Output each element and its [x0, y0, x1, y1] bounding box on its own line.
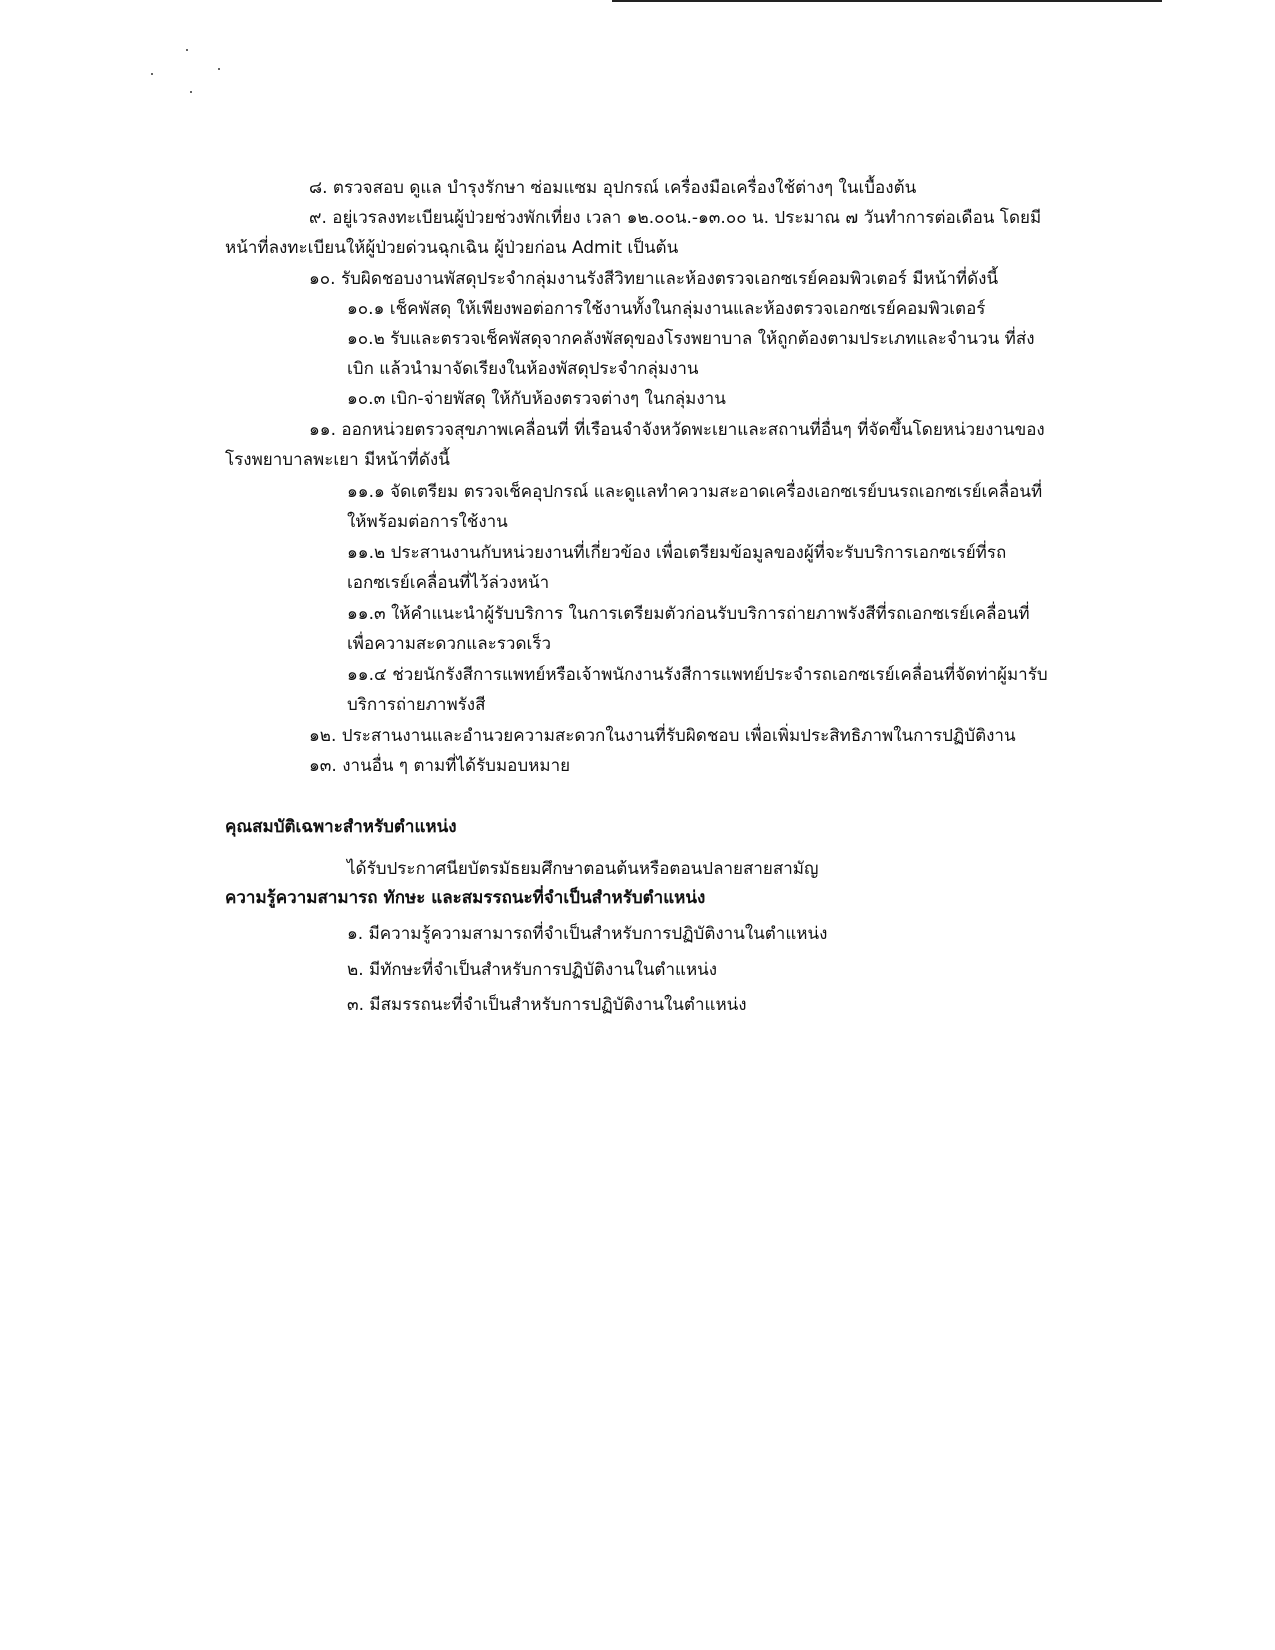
duty-line-11-2-continued: เอกซเรย์เคลื่อนที่ไว้ล่วงหน้า — [347, 573, 550, 593]
duty-line-11-2: ๑๑.๒ ประสานงานกับหน่วยงานที่เกี่ยวข้อง เพื่อเตรียมข้อมูลของผู้ที่จะรับบริการเอกซเรย์ที่รถ — [347, 543, 1007, 563]
duty-line-11-3: ๑๑.๓ ให้คำแนะนำผู้รับบริการ ในการเตรียมตัวก่อนรับบริการถ่ายภาพรังสีที่รถเอกซเรย์เคลื่อนที่ — [347, 604, 1030, 624]
duty-line-11-3-continued: เพื่อความสะดวกและรวดเร็ว — [347, 634, 551, 654]
duty-line-9-continued: หน้าที่ลงทะเบียนให้ผู้ป่วยด่วนฉุกเฉิน ผู้ป่วยก่อน Admit เป็นต้น — [225, 238, 679, 258]
competency-item-1: ๑. มีความรู้ความสามารถที่จำเป็นสำหรับการปฏิบัติงานในตำแหน่ง — [347, 924, 828, 944]
duty-line-10-1: ๑๐.๑ เช็คพัสดุ ให้เพียงพอต่อการใช้งานทั้งในกลุ่มงานและห้องตรวจเอกซเรย์คอมพิวเตอร์ — [347, 299, 986, 319]
duty-line-11-4: ๑๑.๔ ช่วยนักรังสีการแพทย์หรือเจ้าพนักงานรังสีการแพทย์ประจำรถเอกซเรย์เคลื่อนที่จัดท่าผู้มารับ — [347, 665, 1048, 685]
competency-item-2: ๒. มีทักษะที่จำเป็นสำหรับการปฏิบัติงานในตำแหน่ง — [347, 960, 718, 980]
scan-speck — [218, 68, 220, 70]
duty-line-11-continued: โรงพยาบาลพะเยา มีหน้าที่ดังนี้ — [225, 450, 450, 470]
competency-heading: ความรู้ความสามารถ ทักษะ และสมรรถนะที่จำเป็นสำหรับตำแหน่ง — [225, 888, 706, 908]
scan-speck — [186, 49, 188, 51]
duty-line-10-2: ๑๐.๒ รับและตรวจเช็คพัสดุจากคลังพัสดุของโรงพยาบาล ให้ถูกต้องตามประเภทและจำนวน ที่ส่ง — [347, 329, 1035, 349]
duty-line-11-4-continued: บริการถ่ายภาพรังสี — [347, 695, 486, 715]
scan-speck — [190, 91, 192, 93]
duty-line-8: ๘. ตรวจสอบ ดูแล บำรุงรักษา ซ่อมแซม อุปกรณ์ เครื่องมือเครื่องใช้ต่างๆ ในเบื้องต้น — [309, 178, 917, 198]
duty-line-12: ๑๒. ประสานงานและอำนวยความสะดวกในงานที่รับผิดชอบ เพื่อเพิ่มประสิทธิภาพในการปฏิบัติงาน — [309, 726, 1016, 746]
scan-speck — [151, 73, 153, 75]
duty-line-11: ๑๑. ออกหน่วยตรวจสุขภาพเคลื่อนที่ ที่เรือนจำจังหวัดพะเยาและสถานที่อื่นๆ ที่จัดขึ้นโดยหน่วยงานของ — [309, 420, 1045, 440]
duty-line-11-1-continued: ให้พร้อมต่อการใช้งาน — [347, 512, 508, 532]
qualification-heading: คุณสมบัติเฉพาะสำหรับตำแหน่ง — [225, 817, 457, 837]
duty-line-11-1: ๑๑.๑ จัดเตรียม ตรวจเช็คอุปกรณ์ และดูแลทำความสะอาดเครื่องเอกซเรย์บนรถเอกซเรย์เคลื่อนที่ — [347, 482, 1043, 502]
duty-line-10-2-continued: เบิก แล้วนำมาจัดเรียงในห้องพัสดุประจำกลุ่มงาน — [347, 359, 699, 379]
competency-item-3: ๓. มีสมรรถนะที่จำเป็นสำหรับการปฏิบัติงานในตำแหน่ง — [347, 995, 747, 1015]
duty-line-9: ๙. อยู่เวรลงทะเบียนผู้ป่วยช่วงพักเที่ยง เวลา ๑๒.๐๐น.-๑๓.๐๐ น. ประมาณ ๗ วันทำการต่อเดือน โดยมี — [309, 208, 1042, 228]
qualification-text: ได้รับประกาศนียบัตรมัธยมศึกษาตอนต้นหรือตอนปลายสายสามัญ — [347, 859, 819, 879]
duty-line-10: ๑๐. รับผิดชอบงานพัสดุประจำกลุ่มงานรังสีวิทยาและห้องตรวจเอกซเรย์คอมพิวเตอร์ มีหน้าที่ดังนี้ — [309, 269, 999, 289]
duty-line-13: ๑๓. งานอื่น ๆ ตามที่ได้รับมอบหมาย — [309, 756, 571, 776]
duty-line-10-3: ๑๐.๓ เบิก-จ่ายพัสดุ ให้กับห้องตรวจต่างๆ ในกลุ่มงาน — [347, 389, 726, 409]
top-rule — [612, 0, 1162, 2]
